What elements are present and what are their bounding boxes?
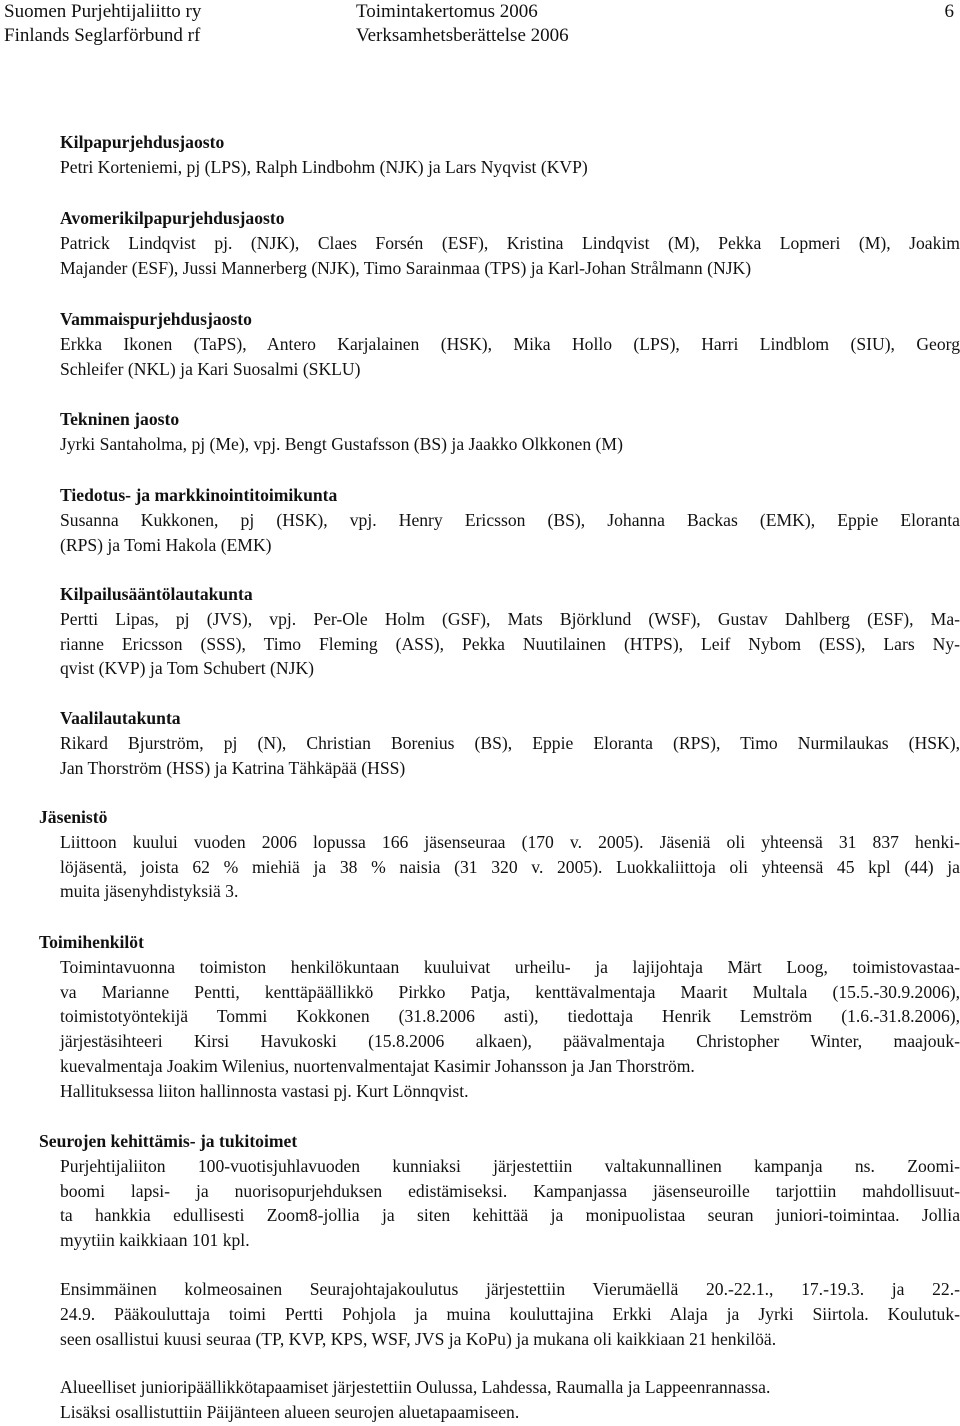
committee-members: [60, 607, 960, 681]
text-line: Ensimmäinen kolmeosainen Seurajohtajakoulutus järjestettiin Vierumäellä 20.-22.1., 17.-19.3. ja 22.-: [60, 1278, 960, 1299]
section-paragraph: [39, 1277, 960, 1351]
text-line: qvist (KVP) ja Tom Schubert (NJK): [60, 658, 315, 679]
text-line: Schleifer (NKL) ja Kari Suosalmi (SKLU): [60, 358, 361, 379]
text-line: Purjehtijaliiton 100-vuotisjuhlavuoden kunniaksi järjestettiin valtakunnallinen kampanja ns. Zoomi-: [60, 1155, 960, 1176]
report-title-sv: Verksamhetsberättelse 2006: [356, 25, 569, 46]
committee-members: [60, 508, 960, 558]
text-line: 24.9. Pääkouluttaja toimi Pertti Pohjola ja muina kouluttajina Erkki Alaja ja Jyrki Siirtola. Koulutuk-: [60, 1303, 960, 1324]
committee-kilpapurjehdusjaosto: [60, 130, 960, 180]
text-line: Petri Korteniemi, pj (LPS), Ralph Lindbohm (NJK) ja Lars Nyqvist (KVP): [60, 156, 588, 177]
text-line: Hallituksessa liiton hallinnosta vastasi pj. Kurt Lönnqvist.: [60, 1080, 469, 1101]
committee-vammaispurjehdusjaosto: [60, 307, 960, 381]
committee-tiedotus: [60, 483, 960, 557]
text-line: rianne Ericsson (SSS), Timo Fleming (ASS), Pekka Nuutilainen (HTPS), Leif Nybom (ESS), Lars Ny-: [60, 633, 960, 654]
text-line: Jyrki Santaholma, pj (Me), vpj. Bengt Gustafsson (BS) ja Jaakko Olkkonen (M): [60, 433, 623, 454]
committee-title: Kilpapurjehdusjaosto: [60, 132, 225, 152]
text-line: Toimintavuonna toimiston henkilökuntaan kuuluivat urheilu- ja lajijohtaja Märt Loog, toimistovastaa-: [60, 956, 960, 977]
committee-title: Vammaispurjehdusjaosto: [60, 309, 252, 329]
text-line: Patrick Lindqvist pj. (NJK), Claes Forsén (ESF), Kristina Lindqvist (M), Pekka Lopmeri (M), Joakim: [60, 232, 960, 253]
text-line: Jan Thorström (HSS) ja Katrina Tähkäpää (HSS): [60, 757, 406, 778]
committee-members: [60, 332, 960, 382]
text-line: toimistotyöntekijä Tommi Kokkonen (31.8.2006 asti), tiedottaja Henrik Lemström (1.6.-31.8.2006),: [60, 1006, 960, 1027]
text-line: (RPS) ja Tomi Hakola (EMK): [60, 534, 272, 555]
text-line: löjäsentä, joista 62 % miehiä ja 38 % naisia (31 320 v. 2005). Luokkaliittoja oli yhteensä 45 kpl (44) ja: [60, 856, 960, 877]
committee-members: [60, 731, 960, 781]
text-line: seen osallistui kuusi seuraa (TP, KVP, KPS, WSF, JVS ja KoPu) ja mukana oli kaikkiaan 21 henkilöä.: [60, 1328, 777, 1349]
section-title: Jäsenistö: [39, 807, 108, 827]
section-title: Toimihenkilöt: [39, 932, 144, 952]
report-titles: [356, 0, 569, 48]
committee-members: [60, 231, 960, 281]
text-line: Pertti Lipas, pj (JVS), vpj. Per-Ole Holm (GSF), Mats Björklund (WSF), Gustav Dahlberg (ESF), Ma-: [60, 608, 960, 629]
committee-tekninen-jaosto: [60, 407, 960, 457]
text-line: Erkka Ikonen (TaPS), Antero Karjalainen (HSK), Mika Hollo (LPS), Harri Lindblom (SIU), Georg: [60, 333, 960, 354]
committee-title: Tiedotus- ja markkinointitoimikunta: [60, 485, 338, 505]
section-seurojen-kehittamis: [39, 1129, 960, 1425]
text-line: Rikard Bjurström, pj (N), Christian Borenius (BS), Eppie Eloranta (RPS), Timo Nurmilaukas (HSK),: [60, 732, 960, 753]
text-line: boomi lapsi- ja nuorisopurjehduksen edistämiseksi. Kampanjassa jäsenseuroille tarjottiin mahdollisuut-: [60, 1180, 960, 1201]
committee-title: Avomerikilpapurjehdusjaosto: [60, 208, 285, 228]
organization-name-sv: Finlands Seglarförbund rf: [4, 25, 201, 46]
text-line: Liittoon kuului vuoden 2006 lopussa 166 jäsenseuraa (170 v. 2005). Jäseniä oli yhteensä 31 837 henki-: [60, 831, 960, 852]
text-line: myytiin kaikkiaan 101 kpl.: [60, 1230, 250, 1251]
section-jasenisto: [39, 805, 960, 904]
text-line: kuevalmentaja Joakim Wilenius, nuortenvalmentajat Kasimir Johansson ja Jan Thorström.: [60, 1055, 695, 1076]
committee-kilpailusaantolautakunta: [60, 582, 960, 681]
committee-members: [60, 432, 960, 457]
section-title: Seurojen kehittämis- ja tukitoimet: [39, 1131, 298, 1151]
text-line: Alueelliset junioripäällikkötapaamiset järjestettiin Oulussa, Lahdessa, Raumalla ja Lappeenrannassa.: [60, 1377, 771, 1398]
text-line: muita jäsenyhdistyksiä 3.: [60, 881, 239, 902]
section-paragraph: [39, 1375, 960, 1425]
section-paragraph: [39, 830, 960, 904]
text-line: Majander (ESF), Jussi Mannerberg (NJK), Timo Sarainmaa (TPS) ja Karl-Johan Strålmann (NJK): [60, 257, 752, 278]
committee-title: Vaalilautakunta: [60, 708, 181, 728]
report-title-fi: Toimintakertomus 2006: [356, 1, 538, 22]
committee-members: [60, 155, 960, 180]
committee-title: Kilpailusääntölautakunta: [60, 584, 253, 604]
text-line: ta hankkia edullisesti Zoom8-jollia ja siten kehittää ja monipuolistaa seuran juniori-toimintaa. Jollia: [60, 1205, 960, 1226]
section-paragraph: [39, 955, 960, 1104]
section-paragraph: [39, 1154, 960, 1253]
organization-names: [4, 0, 201, 48]
text-line: järjestäsihteeri Kirsi Havukoski (15.8.2006 alkaen), päävalmentaja Christopher Winter, maajouk-: [60, 1031, 960, 1052]
committee-title: Tekninen jaosto: [60, 409, 180, 429]
organization-name-fi: Suomen Purjehtijaliitto ry: [4, 1, 202, 22]
committee-vaalilautakunta: [60, 706, 960, 780]
text-line: Lisäksi osallistuttiin Päijänteen alueen seurojen aluetapaamiseen.: [60, 1402, 520, 1423]
text-line: Susanna Kukkonen, pj (HSK), vpj. Henry Ericsson (BS), Johanna Backas (EMK), Eppie Eloranta: [60, 509, 960, 530]
text-line: va Marianne Pentti, kenttäpäällikkö Pirkko Patja, kenttävalmentaja Maarit Multala (15.5.-30.9.2006),: [60, 981, 960, 1002]
section-toimihenkilot: [39, 930, 960, 1104]
page-header: [0, 0, 960, 52]
committee-avomerikilpapurjehdusjaosto: [60, 206, 960, 280]
page-number: 6: [944, 1, 954, 22]
